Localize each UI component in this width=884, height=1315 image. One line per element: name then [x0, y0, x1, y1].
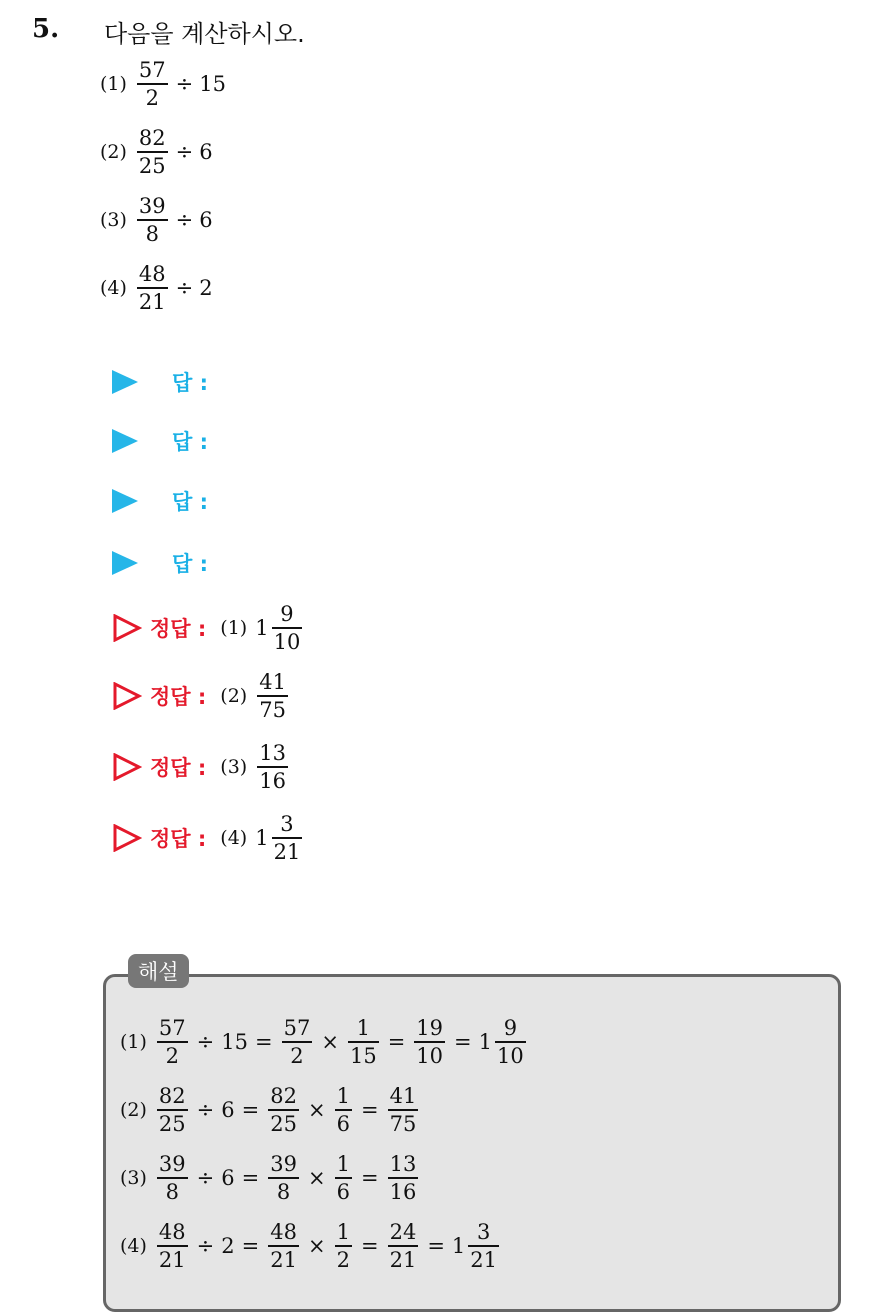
fraction [335, 1153, 352, 1203]
denominator: 16 [389, 1179, 417, 1204]
fraction-bar [282, 1041, 313, 1043]
fraction [495, 1017, 526, 1067]
fraction-bar [414, 1041, 445, 1043]
correct-label: 정답 : [150, 685, 207, 709]
divide-sign: ÷ [196, 1234, 215, 1258]
equals-sign: = [427, 1234, 445, 1258]
fraction-bar [257, 695, 288, 697]
denominator: 8 [276, 1179, 291, 1204]
solution-label: (1) [120, 1031, 147, 1053]
fraction-bar [335, 1177, 352, 1179]
denominator: 15 [349, 1043, 377, 1068]
denominator: 25 [138, 153, 166, 178]
times-sign: × [307, 1166, 326, 1190]
solution-tag: 해설 [128, 954, 189, 988]
fraction-bar [137, 219, 168, 221]
numerator: 19 [416, 1016, 444, 1041]
outline-triangle-icon [112, 824, 142, 852]
question-text: 다음을 계산하시오. [104, 20, 305, 48]
correct-item-label: (3) [220, 756, 248, 778]
divide-sign: ÷ [175, 208, 194, 232]
answer-row-1 [112, 362, 208, 402]
numerator: 41 [389, 1084, 417, 1109]
correct-answer-2 [112, 666, 290, 726]
fraction-bar [388, 1109, 419, 1111]
correct-item-label: (2) [220, 685, 248, 707]
fraction [388, 1153, 419, 1203]
equals-sign: = [454, 1030, 472, 1054]
answer-row-3 [112, 481, 208, 521]
divisor: 6 [221, 1098, 235, 1122]
denominator: 25 [158, 1111, 186, 1136]
equals-sign: = [387, 1030, 406, 1054]
fraction-bar [348, 1041, 379, 1043]
answer-label: 답 : [172, 430, 208, 454]
denominator: 25 [270, 1111, 297, 1136]
fraction [348, 1017, 379, 1067]
fraction [257, 671, 288, 721]
fraction-bar [268, 1177, 299, 1179]
divide-sign: ÷ [196, 1166, 215, 1190]
denominator: 8 [165, 1179, 179, 1204]
fraction-bar [137, 83, 168, 85]
fraction-bar [257, 766, 288, 768]
fraction-bar [335, 1245, 352, 1247]
numerator: 57 [138, 58, 166, 83]
fraction-bar [157, 1109, 188, 1111]
divisor: 6 [199, 208, 213, 232]
denominator: 10 [416, 1043, 444, 1068]
solution-row-3 [120, 1144, 420, 1212]
fraction [268, 1085, 299, 1135]
denominator: 2 [165, 1043, 179, 1068]
play-arrow-icon [112, 370, 138, 394]
fraction [157, 1221, 188, 1271]
numerator: 1 [336, 1084, 350, 1109]
numerator: 41 [259, 670, 286, 695]
times-sign: × [307, 1098, 326, 1122]
solution-row-2 [120, 1076, 420, 1144]
denominator: 21 [273, 839, 301, 864]
equals-sign: = [360, 1166, 379, 1190]
answer-row-2 [112, 421, 208, 461]
equals-sign: = [255, 1030, 273, 1054]
answer-label: 답 : [172, 490, 208, 514]
numerator: 9 [280, 602, 294, 627]
denominator: 75 [389, 1111, 417, 1136]
divisor: 6 [221, 1166, 235, 1190]
numerator: 48 [138, 262, 166, 287]
whole-part: 1 [451, 1234, 466, 1258]
numerator: 39 [138, 194, 166, 219]
numerator: 1 [336, 1152, 350, 1177]
denominator: 10 [497, 1043, 524, 1068]
divide-sign: ÷ [175, 72, 194, 96]
outline-triangle-icon [112, 682, 142, 710]
numerator: 82 [158, 1084, 186, 1109]
fraction-bar [272, 627, 303, 629]
solution-label: (3) [120, 1167, 147, 1189]
numerator: 48 [270, 1220, 297, 1245]
fraction-bar [335, 1109, 352, 1111]
fraction-bar [268, 1245, 299, 1247]
divide-sign: ÷ [196, 1098, 215, 1122]
fraction [272, 813, 303, 863]
problem-2 [100, 122, 213, 182]
play-arrow-icon [112, 429, 138, 453]
equals-sign: = [241, 1098, 260, 1122]
correct-label: 정답 : [150, 617, 207, 641]
times-sign: × [307, 1234, 326, 1258]
numerator: 13 [389, 1152, 417, 1177]
fraction [137, 195, 168, 245]
numerator: 82 [270, 1084, 297, 1109]
divide-sign: ÷ [175, 276, 194, 300]
play-arrow-icon [112, 489, 138, 513]
denominator: 2 [336, 1247, 350, 1272]
fraction-bar [468, 1245, 499, 1247]
solution-label: (2) [120, 1099, 147, 1121]
times-sign: × [321, 1030, 339, 1054]
fraction-bar [268, 1109, 299, 1111]
fraction-bar [272, 837, 303, 839]
correct-answer-4 [112, 808, 304, 868]
fraction [137, 59, 168, 109]
fraction [157, 1153, 188, 1203]
fraction-bar [495, 1041, 526, 1043]
question-number: 5. [32, 14, 60, 44]
numerator: 57 [283, 1016, 311, 1041]
correct-label: 정답 : [150, 756, 207, 780]
fraction [414, 1017, 445, 1067]
fraction [268, 1221, 299, 1271]
denominator: 2 [145, 85, 159, 110]
fraction [157, 1017, 188, 1067]
outline-triangle-icon [112, 614, 142, 642]
correct-answer-3 [112, 737, 290, 797]
numerator: 13 [259, 741, 286, 766]
numerator: 48 [158, 1220, 186, 1245]
fraction-bar [157, 1177, 188, 1179]
equals-sign: = [241, 1166, 260, 1190]
fraction-bar [388, 1177, 419, 1179]
numerator: 39 [158, 1152, 186, 1177]
divisor: 2 [199, 276, 213, 300]
denominator: 21 [270, 1247, 297, 1272]
numerator: 1 [336, 1220, 350, 1245]
fraction [137, 127, 168, 177]
fraction [388, 1221, 419, 1271]
denominator: 21 [389, 1247, 417, 1272]
answer-row-4 [112, 543, 208, 583]
fraction [268, 1153, 299, 1203]
whole-part: 1 [255, 616, 269, 640]
fraction-bar [137, 151, 168, 153]
problem-1 [100, 54, 226, 114]
divisor: 2 [221, 1234, 235, 1258]
answer-label: 답 : [172, 371, 208, 395]
solution-label: (4) [120, 1235, 147, 1257]
whole-part: 1 [255, 826, 269, 850]
numerator: 3 [280, 812, 294, 837]
numerator: 3 [476, 1220, 491, 1245]
equals-sign: = [360, 1234, 379, 1258]
denominator: 21 [158, 1247, 186, 1272]
fraction [257, 742, 288, 792]
fraction-bar [157, 1041, 188, 1043]
fraction [157, 1085, 188, 1135]
denominator: 75 [259, 697, 286, 722]
fraction [335, 1221, 352, 1271]
problem-3 [100, 190, 213, 250]
answer-label: 답 : [172, 552, 208, 576]
numerator: 24 [389, 1220, 417, 1245]
denominator: 2 [290, 1043, 304, 1068]
divisor: 6 [199, 140, 213, 164]
divisor: 15 [221, 1030, 248, 1054]
fraction [272, 603, 303, 653]
fraction [137, 263, 168, 313]
denominator: 8 [145, 221, 159, 246]
fraction [282, 1017, 313, 1067]
denominator: 21 [138, 289, 166, 314]
numerator: 9 [503, 1016, 518, 1041]
divide-sign: ÷ [175, 140, 194, 164]
numerator: 1 [356, 1016, 370, 1041]
problem-label: (1) [100, 73, 127, 95]
fraction [335, 1085, 352, 1135]
equals-sign: = [241, 1234, 260, 1258]
whole-part: 1 [478, 1030, 493, 1054]
denominator: 6 [336, 1179, 350, 1204]
fraction-bar [137, 287, 168, 289]
problem-label: (3) [100, 209, 127, 231]
denominator: 10 [273, 629, 301, 654]
correct-answer-1 [112, 598, 304, 658]
divide-sign: ÷ [196, 1030, 215, 1054]
divisor: 15 [199, 72, 226, 96]
solution-row-4 [120, 1212, 501, 1280]
problem-label: (2) [100, 141, 127, 163]
numerator: 57 [158, 1016, 186, 1041]
solution-row-1 [120, 1008, 528, 1076]
equals-sign: = [360, 1098, 379, 1122]
denominator: 21 [470, 1247, 498, 1272]
problem-label: (4) [100, 277, 127, 299]
fraction [468, 1221, 499, 1271]
denominator: 16 [259, 768, 286, 793]
denominator: 6 [336, 1111, 350, 1136]
outline-triangle-icon [112, 753, 142, 781]
fraction-bar [388, 1245, 419, 1247]
fraction [388, 1085, 419, 1135]
numerator: 39 [270, 1152, 297, 1177]
problem-4 [100, 258, 213, 318]
correct-item-label: (1) [220, 617, 248, 639]
correct-item-label: (4) [220, 827, 248, 849]
play-arrow-icon [112, 551, 138, 575]
correct-label: 정답 : [150, 827, 207, 851]
fraction-bar [157, 1245, 188, 1247]
numerator: 82 [138, 126, 166, 151]
